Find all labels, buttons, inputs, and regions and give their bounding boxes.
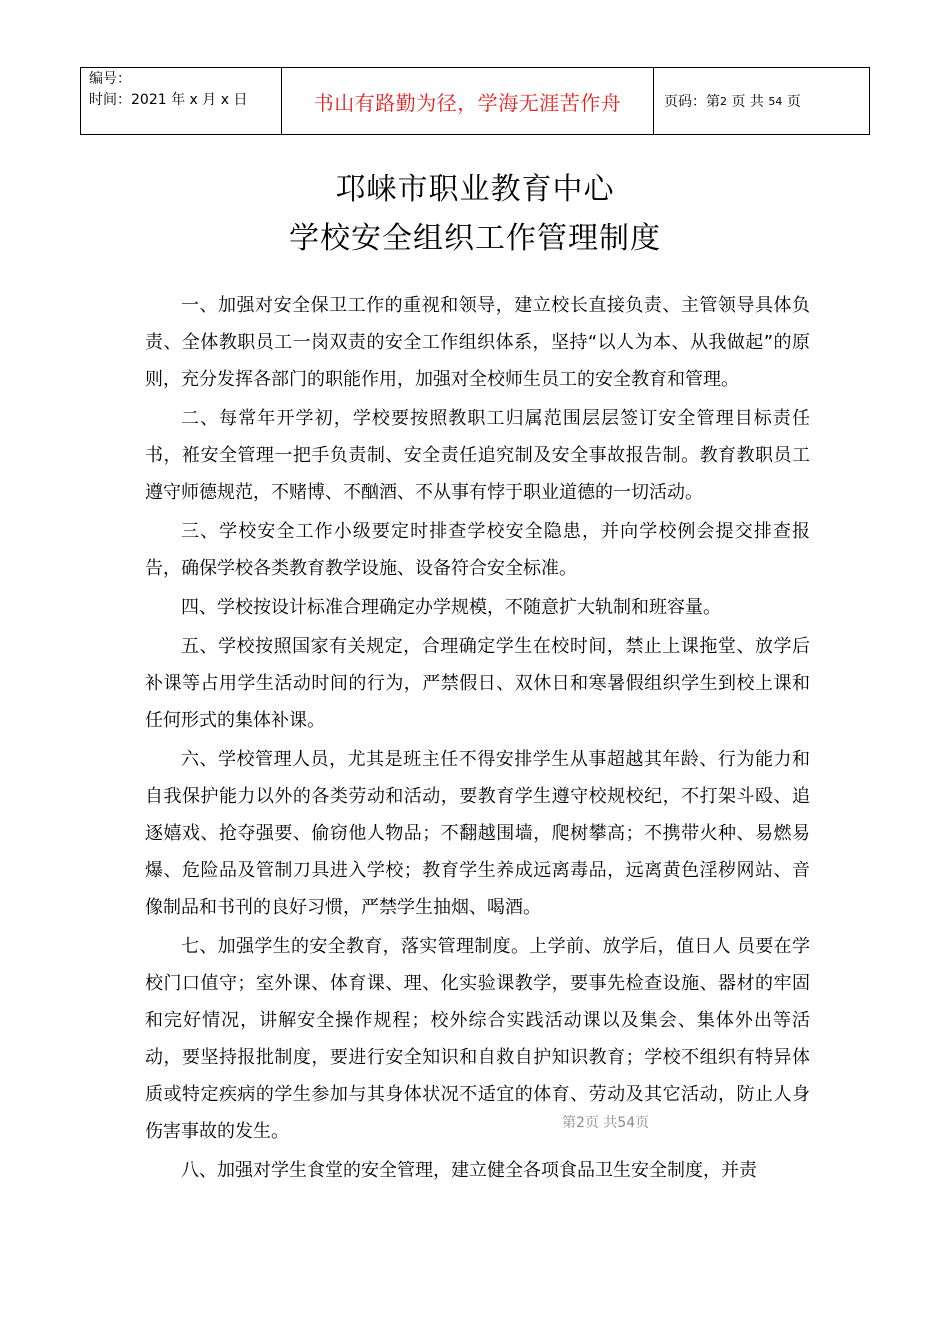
- paragraph: 七、加强学生的安全教育，落实管理制度。上学前、放学后，值日人 员要在学校门口值守；室外课、体育课、理、化实验课教学，要事先检查设施、器材的牢固和完好情况，讲解安全操作规程；校外综合实践活动课以及集会、集体外出等活动，要坚持报批制度，要进行安全知识和自救自护知识教育；学校不组织有特异体质或特定疾病的学生参加与其身体状况不适宜的体育、劳动及其它活动，防止人身伤害事故的发生。: [145, 936, 810, 1142]
- page-prefix: 页码：第: [664, 94, 720, 110]
- serial-label: 编号：: [89, 71, 131, 87]
- page-number: [654, 68, 869, 134]
- document-title-line2: 学校安全组织工作管理制度: [289, 221, 661, 256]
- paragraph: 四、学校按设计标准合理确定办学规模，不随意扩大轨制和班容量。: [181, 597, 721, 618]
- paragraph: 二、每常年开学初，学校要按照教职工归属范围层层签订安全管理目标责任书，袵安全管理一把手负责制、安全责任追究制及安全事故报告制。教育教职员工遵守师德规范，不赌博、不酗酒、不从事有悖于职业道德的一切活动。: [145, 408, 810, 503]
- document-body: [145, 287, 810, 1191]
- paragraph: 一、加强对安全保卫工作的重视和领导，建立校长直接负责、主管领导具体负责、全体教职员工一岗双责的安全工作组织体系，坚持“以人为本、从我做起”的原则，充分发挥各部门的职能作用，加强对全校师生员工的安全教育和管理。: [145, 295, 810, 390]
- paragraph: 五、学校按照国家有关规定，合理确定学生在校时间，禁止上课拖堂、放学后补课等占用学生活动时间的行为，严禁假日、双休日和寒暑假组织学生到校上课和任何形式的集体补课。: [145, 636, 810, 731]
- page-suffix: 页: [786, 94, 801, 110]
- paragraph: 三、学校安全工作小级要定时排查学校安全隐患，并向学校例会提交排查报告，确保学校各类教育教学设施、设备符合安全标准。: [145, 521, 810, 579]
- motto: 书山有路勤为径，学海无涯苦作舟: [313, 90, 622, 115]
- page-watermark: 第2页 共54页: [562, 1115, 650, 1131]
- time-label: 时间：2021 年 x 月 x 日: [89, 92, 248, 108]
- page-total: 54: [768, 94, 783, 108]
- paragraph: 六、学校管理人员，尤其是班主任不得安排学生从事超越其年龄、行为能力和自我保护能力以外的各类劳动和活动，要教育学生遵守校规校纪，不打架斗殴、追逐嬉戏、抢夺强要、偷窃他人物品；不翻越围墙，爬树攀高；不携带火种、易燃易爆、危险品及管制刀具进入学校；教育学生养成远离毒品，远离黄色淫秽网站、音像制品和书刊的良好习惯，严禁学生抽烟、喝酒。: [145, 749, 810, 918]
- paragraph: 八、加强对学生食堂的安全管理，建立健全各项食品卫生安全制度，并责: [181, 1160, 757, 1181]
- header-meta-cell: [81, 68, 282, 134]
- page-mid: 页 共: [731, 94, 764, 110]
- page-current: 2: [720, 94, 727, 108]
- document-title-line1: 邛崃市职业教育中心: [335, 172, 615, 207]
- header-table: [80, 67, 870, 135]
- header-motto-cell: [282, 68, 654, 134]
